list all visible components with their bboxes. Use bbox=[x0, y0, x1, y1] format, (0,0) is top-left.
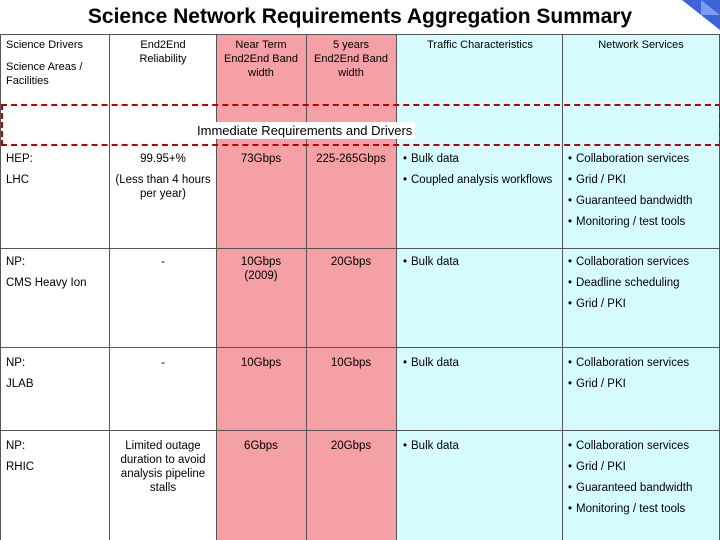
list-item: • Guaranteed bandwidth bbox=[568, 194, 718, 208]
header-services: Network Services bbox=[598, 39, 684, 51]
list-item: • Bulk data bbox=[403, 152, 559, 166]
list-item: • Bulk data bbox=[403, 439, 559, 453]
row-traffic-list bbox=[403, 255, 559, 269]
row-traffic-list bbox=[403, 356, 559, 370]
header-five-years: 5 years End2End Band width bbox=[313, 39, 388, 79]
header-reliability: End2End Reliability bbox=[139, 39, 187, 65]
grid-line bbox=[0, 347, 720, 348]
row-reliability-note: (Less than 4 hours per year) bbox=[115, 174, 211, 200]
row-near-term: 73Gbps bbox=[240, 153, 282, 165]
row-area-name: LHC bbox=[6, 174, 30, 186]
grid-line bbox=[0, 34, 720, 35]
row-area-name: RHIC bbox=[6, 461, 35, 473]
row-reliability: - bbox=[161, 256, 165, 268]
list-item: • Collaboration services bbox=[568, 152, 718, 166]
list-item: • Coupled analysis workflows bbox=[403, 173, 559, 187]
row-near-term: 10Gbps (2009) bbox=[240, 256, 282, 282]
grid-line bbox=[0, 430, 720, 431]
list-item: • Bulk data bbox=[403, 255, 559, 269]
row-services-list bbox=[568, 356, 718, 391]
row-traffic-list bbox=[403, 439, 559, 453]
section-label: Immediate Requirements and Drivers bbox=[194, 122, 415, 139]
row-five-years: 225-265Gbps bbox=[316, 153, 386, 165]
row-reliability: 99.95+% bbox=[140, 153, 186, 165]
row-traffic-list bbox=[403, 152, 559, 187]
corner-decoration bbox=[682, 0, 720, 30]
list-item: • Monitoring / test tools bbox=[568, 502, 718, 516]
header-science-areas: Science Areas / Facilities bbox=[6, 61, 83, 87]
list-item: • Guaranteed bandwidth bbox=[568, 481, 718, 495]
grid-line bbox=[0, 248, 720, 249]
row-services-list bbox=[568, 439, 718, 516]
row-five-years: 10Gbps bbox=[330, 357, 372, 369]
row-services-list bbox=[568, 255, 718, 311]
row-near-term: 6Gbps bbox=[244, 440, 278, 452]
header-traffic: Traffic Characteristics bbox=[427, 39, 533, 51]
header-near-term: Near Term End2End Band width bbox=[223, 39, 298, 79]
row-reliability: Limited outage duration to avoid analysis pipeline stalls bbox=[120, 440, 206, 494]
row-area-name: CMS Heavy Ion bbox=[6, 277, 87, 289]
list-item: • Collaboration services bbox=[568, 255, 718, 269]
list-item: • Collaboration services bbox=[568, 356, 718, 370]
row-near-term: 10Gbps bbox=[240, 357, 282, 369]
list-item: • Collaboration services bbox=[568, 439, 718, 453]
list-item: • Grid / PKI bbox=[568, 173, 718, 187]
row-area-label: NP: bbox=[6, 440, 26, 452]
row-area-label: NP: bbox=[6, 256, 26, 268]
row-five-years: 20Gbps bbox=[330, 256, 372, 268]
row-five-years: 20Gbps bbox=[330, 440, 372, 452]
row-area-label: HEP: bbox=[6, 153, 33, 165]
row-reliability: - bbox=[161, 357, 165, 369]
list-item: • Grid / PKI bbox=[568, 460, 718, 474]
list-item: • Monitoring / test tools bbox=[568, 215, 718, 229]
list-item: • Deadline scheduling bbox=[568, 276, 718, 290]
page-title: Science Network Requirements Aggregation Summary bbox=[87, 5, 633, 28]
list-item: • Grid / PKI bbox=[568, 297, 718, 311]
row-area-label: NP: bbox=[6, 357, 26, 369]
row-services-list bbox=[568, 152, 718, 229]
list-item: • Bulk data bbox=[403, 356, 559, 370]
list-item: • Grid / PKI bbox=[568, 377, 718, 391]
header-science-drivers: Science Drivers bbox=[6, 39, 84, 51]
row-area-name: JLAB bbox=[6, 378, 34, 390]
